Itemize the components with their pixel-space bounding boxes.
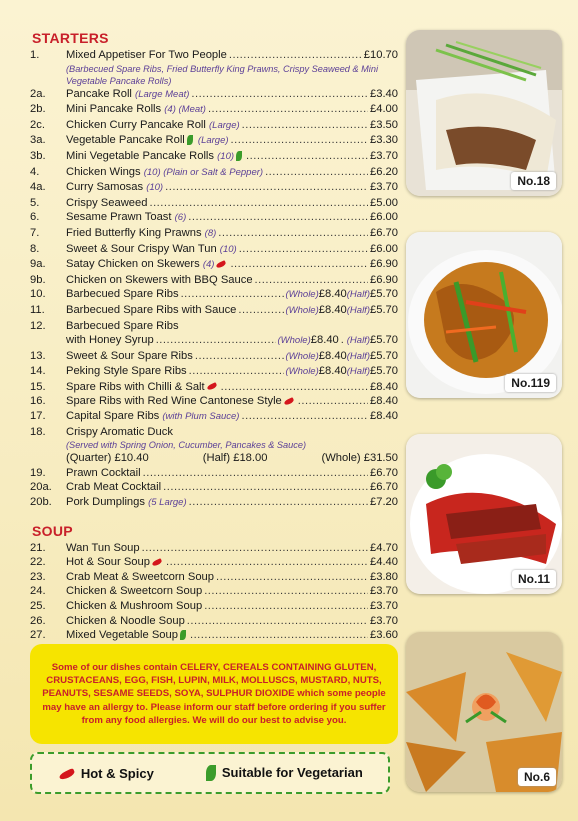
item-name: Barbecued Spare Ribs (66, 319, 179, 332)
vegetarian-icon (206, 765, 216, 781)
half-label: (Half) (346, 366, 370, 378)
leader-dots (191, 87, 368, 102)
menu-item (30, 394, 398, 409)
leader-dots (142, 541, 368, 556)
item-price: £3.70 (370, 181, 398, 194)
item-price: £7.20 (370, 496, 398, 509)
leader-dots (166, 555, 368, 570)
allergy-text: Some of our dishes contain CELERY, CEREALS CONTAINING GLUTEN, CRUSTACEANS, EGG, FISH, LUPIN, MILK, MOLLUSCS, MUSTARD, NUTS, PEANUTS, SESAME SEEDS, SOYA, SULPHUR DIOXIDE which some people may have an allergy to. Please inform our staff before ordering if you suffer from any food allergies. We will do our best to advise you. (42, 661, 386, 726)
item-name: Crab Meat & Sweetcorn Soup (66, 570, 214, 583)
item-detail: (Large) (197, 135, 229, 147)
menu-item (30, 628, 398, 643)
soup-list (30, 541, 398, 643)
item-price: £10.70 (363, 49, 398, 61)
item-name-group (66, 118, 240, 134)
whole-label: (Whole) (285, 350, 319, 362)
chili-icon (151, 558, 162, 567)
menu-item (30, 541, 398, 556)
leader-dots (165, 180, 368, 195)
legend-hot-label: Hot & Spicy (80, 765, 154, 781)
item-price: £6.70 (370, 226, 398, 239)
menu-item (30, 48, 398, 63)
item-name-group (66, 133, 229, 149)
item-number: 9b. (30, 273, 46, 286)
item-price: £3.70 (370, 600, 398, 612)
item-name: Wan Tun Soup (66, 541, 140, 554)
menu-item (30, 303, 398, 319)
leader-dots (255, 273, 368, 288)
item-name-group (66, 196, 147, 211)
item-price: £3.30 (370, 134, 398, 147)
item-name: Pancake Roll (66, 87, 132, 100)
item-price: £3.80 (370, 570, 398, 583)
leader-dots (195, 349, 284, 364)
starters-list (30, 48, 398, 511)
item-number: 2c. (30, 118, 45, 131)
item-number: 19. (30, 466, 46, 479)
item-number: 17. (30, 410, 46, 423)
item-name-group (66, 570, 214, 585)
half-price: £5.70 (370, 365, 398, 378)
item-name-group (66, 257, 228, 273)
item-name: Mixed Vegetable Soup (66, 629, 178, 642)
item-number: 25. (30, 600, 46, 612)
item-price: £3.40 (370, 87, 398, 100)
menu-item (30, 118, 398, 134)
item-number: 22. (30, 556, 46, 569)
menu-item (30, 409, 398, 425)
item-name: Crispy Seaweed (66, 196, 148, 209)
menu-item (30, 584, 398, 599)
item-detail: (10) (217, 150, 235, 162)
leader-dots (218, 226, 368, 241)
leader-dots (204, 584, 368, 599)
whole-price: £8.40 (318, 365, 347, 378)
menu-item-continued (30, 333, 398, 349)
item-name-group (66, 495, 187, 511)
item-price: £8.40 (370, 410, 398, 423)
menu-item (30, 380, 398, 395)
item-name: Hot & Sour Soup (66, 556, 150, 569)
item-number: 26. (30, 614, 46, 627)
item-detail: (10) (219, 243, 237, 255)
item-name-group (66, 614, 185, 629)
item-name: Chicken & Sweetcorn Soup (66, 585, 203, 598)
item-price: £6.00 (370, 242, 398, 255)
menu-item (30, 257, 398, 273)
menu-item (30, 287, 398, 303)
item-number: 2b. (30, 103, 46, 116)
menu-item (30, 466, 398, 481)
soup-heading: SOUP (32, 522, 73, 539)
dish-number-tag: No.18 (511, 172, 556, 190)
item-detail: (5 Large) (148, 497, 187, 509)
item-note: (Barbecued Spare Ribs, Fried Butterfly King Prawns, Crispy Seaweed & Mini Vegetable Pancake Rolls) (66, 63, 378, 86)
item-detail: (6) (174, 212, 187, 224)
item-detail: (Large) (209, 119, 240, 131)
item-detail: (10) (Plain or Salt & Pepper) (143, 166, 264, 178)
dish-number-tag: No.119 (505, 374, 556, 392)
half-label: (Half) (346, 350, 370, 362)
item-name: Spare Ribs with Chilli & Salt (66, 380, 205, 393)
item-name: Vegetable Pancake Roll (66, 134, 185, 147)
item-number: 13. (30, 349, 46, 362)
dish-photo-no119 (406, 232, 562, 398)
leader-dots (187, 614, 368, 629)
menu-item (30, 319, 398, 334)
item-number: 27. (30, 629, 46, 642)
item-name-group (66, 409, 239, 425)
item-name-group (66, 349, 193, 364)
leader-dots (230, 257, 368, 272)
leader-dots (221, 380, 368, 395)
item-name-group (66, 480, 161, 495)
menu-item (30, 273, 398, 288)
item-number: 14. (30, 365, 46, 378)
item-name: Mixed Appetiser For Two People (66, 49, 227, 61)
menu-item (30, 555, 398, 570)
item-number: 5. (30, 196, 40, 209)
item-number: 16. (30, 395, 46, 408)
menu-list (30, 30, 398, 643)
item-name: Chicken on Skewers with BBQ Sauce (66, 273, 253, 286)
whole-price: £8.40 (318, 303, 347, 316)
menu-item (30, 87, 398, 103)
item-detail: (4) (Meat) (164, 104, 206, 116)
item-name-line2: with Honey Syrup (66, 334, 154, 347)
item-name-group (66, 466, 141, 481)
whole-label: (Whole) (285, 289, 319, 301)
leader-dots (181, 287, 284, 302)
item-number: 11. (30, 303, 45, 316)
item-name-group (66, 303, 236, 318)
item-number: 1. (30, 49, 40, 61)
item-name-group (66, 319, 179, 334)
item-name: Fried Butterfly King Prawns (66, 226, 202, 239)
chili-icon (283, 397, 294, 406)
half-price: £5.70 (370, 303, 398, 316)
item-price: £3.60 (370, 629, 398, 642)
item-name: Chicken & Mushroom Soup (66, 600, 203, 612)
item-name-group (66, 48, 227, 63)
whole-price: £8.40 (318, 288, 347, 301)
item-price: £8.40 (370, 395, 398, 408)
menu-item (30, 180, 398, 196)
allergy-notice (30, 644, 398, 744)
leader-dots (298, 394, 368, 409)
item-name: Capital Spare Ribs (66, 410, 160, 423)
legend-veg-label: Suitable for Vegetarian (221, 764, 363, 780)
dish-photo-no11 (406, 434, 562, 594)
item-name: Sweet & Sour Spare Ribs (66, 349, 193, 362)
chili-icon (206, 383, 217, 392)
item-name-group (66, 242, 237, 258)
legend-box (30, 752, 390, 794)
item-number: 20b. (30, 496, 52, 509)
item-price: £6.90 (370, 273, 398, 286)
item-price: £6.70 (370, 481, 398, 494)
item-name: Peking Style Spare Ribs (66, 365, 187, 378)
half-label: (Half) (346, 289, 370, 301)
menu-item (30, 226, 398, 242)
item-price: £3.50 (370, 118, 398, 131)
item-name-group (66, 287, 179, 302)
item-name-group (66, 364, 187, 379)
item-name: Curry Samosas (66, 181, 144, 194)
item-price: £6.90 (370, 258, 398, 271)
leader-dots (238, 303, 283, 318)
item-name: Mini Pancake Rolls (66, 103, 162, 116)
half-price: £5.70 (370, 288, 398, 301)
item-detail: (10) (146, 182, 164, 194)
quarter-price: (Quarter) £10.40 (66, 452, 149, 465)
legend-veg (204, 765, 363, 782)
whole-price: £8.40 (310, 334, 339, 347)
item-number: 24. (30, 585, 46, 598)
item-number: 10. (30, 288, 46, 301)
menu-item (30, 196, 398, 211)
item-name: Barbecued Spare Ribs (66, 288, 179, 301)
menu-item (30, 599, 398, 614)
menu-item (30, 242, 398, 258)
duck-prices (30, 451, 398, 466)
item-name-group (66, 555, 164, 570)
menu-item (30, 495, 398, 511)
leader-dots (265, 165, 368, 180)
whole-duck-price: (Whole) £31.50 (321, 452, 398, 465)
item-number: 20a. (30, 481, 52, 494)
half-label: (Half) (346, 304, 370, 316)
leader-dots (246, 149, 368, 164)
item-name: Barbecued Spare Ribs with Sauce (66, 303, 237, 316)
item-number: 9a. (30, 258, 46, 271)
half-price: £5.70 (370, 334, 398, 347)
starters-heading: STARTERS (32, 30, 109, 46)
legend-hot (57, 766, 154, 781)
item-name: Prawn Cocktail (66, 466, 141, 479)
leader-dots (239, 242, 368, 257)
item-name-group (66, 394, 296, 409)
item-price: £5.00 (370, 196, 398, 209)
item-price: £3.70 (370, 149, 398, 162)
item-number: 2a. (30, 87, 46, 100)
leader-dots (231, 133, 368, 148)
leader-dots (189, 364, 284, 379)
menu-item (30, 570, 398, 585)
item-price: £6.70 (370, 466, 398, 479)
menu-item (30, 480, 398, 495)
item-detail: (8) (204, 227, 217, 239)
whole-label: (Whole) (277, 335, 311, 347)
item-name-group (66, 584, 202, 599)
item-name-group (66, 180, 163, 196)
item-name: Pork Dumplings (66, 496, 145, 509)
leader-dots (149, 196, 368, 211)
leader-dots (189, 495, 368, 510)
item-price: £6.00 (370, 211, 398, 224)
dish-photo-no18 (406, 30, 562, 196)
item-name: Sesame Prawn Toast (66, 211, 172, 224)
chili-icon (58, 768, 75, 781)
item-name-group (66, 541, 140, 556)
menu-item (30, 149, 398, 165)
menu-item (30, 165, 398, 181)
item-name: Chicken Wings (66, 165, 141, 178)
leader-dots (208, 102, 368, 117)
item-number: 12. (30, 319, 46, 332)
half-price: £5.70 (370, 349, 398, 362)
dish-number-tag: No.11 (512, 570, 556, 588)
dish-photo-no6 (406, 632, 562, 792)
menu-item (30, 425, 398, 440)
item-price: £3.70 (370, 614, 398, 627)
leader-dots-short (341, 333, 345, 348)
item-name: Chicken & Noodle Soup (66, 614, 185, 627)
item-name-group (66, 599, 202, 614)
item-name: Sweet & Sour Crispy Wan Tun (66, 242, 217, 255)
leader-dots (156, 333, 276, 348)
item-number: 4. (30, 165, 40, 178)
item-name: Mini Vegetable Pancake Rolls (66, 149, 215, 162)
item-price: £3.70 (370, 585, 398, 598)
vegetarian-icon (180, 630, 186, 640)
item-name: Crab Meat Cocktail (66, 481, 162, 494)
item-number: 21. (30, 541, 46, 554)
item-name-group (66, 165, 263, 181)
item-note: (Served with Spring Onion, Cucumber, Pancakes & Sauce) (66, 440, 307, 451)
item-number: 7. (30, 226, 40, 239)
leader-dots (143, 466, 368, 481)
leader-dots (163, 480, 368, 495)
whole-label: (Whole) (285, 304, 319, 316)
item-name-group (66, 149, 244, 165)
menu-item (30, 133, 398, 149)
item-price: £6.20 (370, 165, 398, 178)
leader-dots (229, 48, 362, 63)
item-number: 18. (30, 425, 46, 438)
menu-item (30, 364, 398, 380)
leader-dots (242, 118, 368, 133)
item-name-group (66, 273, 253, 288)
item-number: 3b. (30, 149, 46, 162)
item-name-group (66, 87, 189, 103)
menu-item (30, 349, 398, 365)
item-number: 3a. (30, 134, 46, 147)
item-price: £4.40 (370, 556, 398, 569)
item-price: £8.40 (370, 380, 398, 393)
leader-dots (216, 570, 368, 585)
item-number: 8. (30, 242, 40, 255)
item-name: Satay Chicken on Skewers (66, 258, 200, 271)
item-price: £4.70 (370, 541, 398, 554)
vegetarian-icon (187, 135, 193, 145)
item-detail: (4) (202, 259, 215, 271)
item-name-group (66, 380, 219, 395)
item-detail: (Large Meat) (135, 88, 190, 100)
chili-icon (216, 260, 227, 269)
menu-item (30, 614, 398, 629)
item-number: 23. (30, 570, 46, 583)
item-number: 4a. (30, 181, 46, 194)
dish-number-tag: No.6 (518, 768, 556, 786)
half-duck-price: (Half) £18.00 (202, 452, 268, 465)
leader-dots (190, 628, 368, 643)
item-name: Spare Ribs with Red Wine Cantonese Style (66, 395, 282, 408)
menu-item (30, 102, 398, 118)
item-name-group (66, 226, 216, 242)
item-name-group (66, 102, 206, 118)
menu-item (30, 210, 398, 226)
leader-dots (188, 210, 368, 225)
item-name-group (66, 210, 186, 226)
item-name: Chicken Curry Pancake Roll (66, 118, 206, 131)
item-name-group (66, 628, 188, 643)
whole-label: (Whole) (285, 366, 319, 378)
item-price: £4.00 (370, 103, 398, 116)
leader-dots (204, 599, 368, 614)
vegetarian-icon (236, 151, 242, 161)
item-name-group (66, 425, 173, 440)
item-name: Crispy Aromatic Duck (66, 425, 173, 438)
whole-price: £8.40 (318, 349, 347, 362)
item-number: 15. (30, 380, 46, 393)
item-number: 6. (30, 211, 40, 224)
item-detail: (with Plum Sauce) (162, 411, 240, 423)
leader-dots (241, 409, 368, 424)
half-label: (Half) (346, 335, 370, 347)
